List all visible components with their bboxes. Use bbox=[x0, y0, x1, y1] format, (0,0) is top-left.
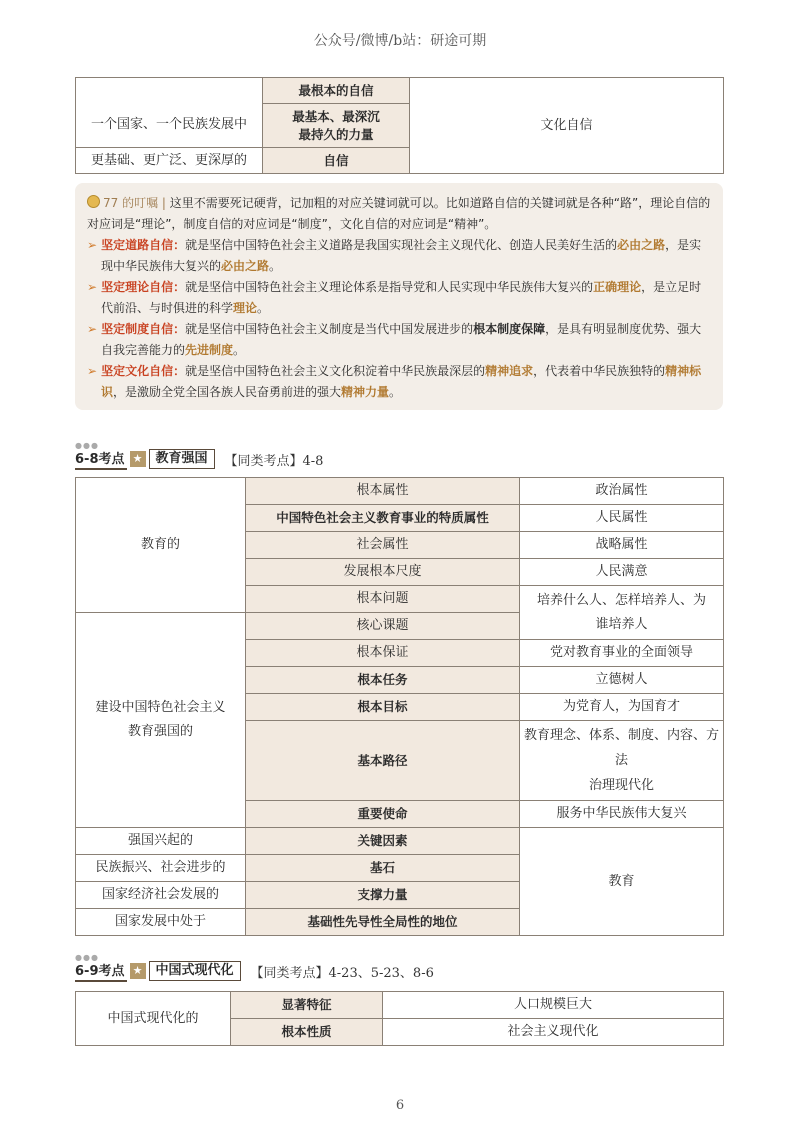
table2-right: 政治属性 bbox=[520, 478, 724, 505]
reminder-note bbox=[75, 183, 723, 410]
note-item: ➢ 坚定文化自信：就是坚信中国特色社会主义文化积淀着中华民族最深层的精神追求，代表着中华民族独特的精神标识，是激励全党全国各族人民奋勇前进的强大精神力量。 bbox=[87, 364, 702, 399]
table2-mid: 基本路径 bbox=[246, 721, 520, 801]
star-icon: ★ bbox=[130, 963, 146, 979]
note-tag: 77 的叮嘱 bbox=[103, 196, 159, 210]
table2-left: 强国兴起的 bbox=[76, 828, 246, 855]
arrow-bullet-icon: ➢ bbox=[87, 322, 98, 336]
arrow-bullet-icon: ➢ bbox=[87, 238, 98, 252]
note-item: ➢ 坚定道路自信：就是坚信中国特色社会主义道路是我国实现社会主义现代化、创造人民美好生活的必由之路，是实现中华民族伟大复兴的必由之路。 bbox=[87, 238, 702, 273]
related-points: 【同类考点】4-23、5-23、8-6 bbox=[250, 965, 434, 981]
related-points: 【同类考点】4-8 bbox=[224, 453, 324, 469]
lightbulb-icon bbox=[87, 195, 100, 208]
table1-right: 文化自信 bbox=[410, 78, 724, 174]
table3-right: 社会主义现代化 bbox=[383, 1019, 724, 1046]
table2-right: 教育 bbox=[520, 828, 724, 936]
table3-left: 中国式现代化的 bbox=[76, 992, 231, 1046]
note-item: ➢ 坚定理论自信：就是坚信中国特色社会主义理论体系是指导党和人民实现中华民族伟大复兴的正确理论，是立足时代前沿、与时俱进的科学理论。 bbox=[87, 280, 702, 315]
table2-mid: 根本目标 bbox=[246, 694, 520, 721]
table2-right: 教育理念、体系、制度、内容、方法 治理现代化 bbox=[520, 721, 724, 801]
table2-right: 立德树人 bbox=[520, 667, 724, 694]
section-header-6-9 bbox=[75, 953, 434, 981]
section-number: 6-8考点 bbox=[75, 448, 127, 470]
table2-right: 党对教育事业的全面领导 bbox=[520, 640, 724, 667]
page-header: 公众号/微博/b站：研途可期 bbox=[313, 33, 487, 49]
table2-mid: 关键因素 bbox=[246, 828, 520, 855]
arrow-bullet-icon: ➢ bbox=[87, 364, 98, 378]
table2-mid: 发展根本尺度 bbox=[246, 559, 520, 586]
table2-mid: 重要使命 bbox=[246, 801, 520, 828]
note-intro: 77 的叮嘱 | 这里不需要死记硬背，记加粗的对应关键词就可以。比如道路自信的关键词就是各种“路”，理论自信的对应词是“理论”，制度自信的对应词是“制度”，文化自信的对应词是“精神”。 bbox=[87, 196, 711, 231]
table2-mid: 支撑力量 bbox=[246, 882, 520, 909]
table1-mid: 最基本、最深沉 最持久的力量 bbox=[263, 104, 410, 148]
table2-mid: 根本问题 bbox=[246, 586, 520, 613]
table1-empty-cell bbox=[76, 78, 263, 104]
table2-right: 战略属性 bbox=[520, 532, 724, 559]
table1-mid: 自信 bbox=[263, 148, 410, 174]
table3-mid: 显著特征 bbox=[231, 992, 383, 1019]
table2-mid: 基础性先导性全局性的地位 bbox=[246, 909, 520, 936]
section-number: 6-9考点 bbox=[75, 960, 127, 982]
note-intro-text: 这里不需要死记硬背，记加粗的对应关键词就可以。比如道路自信的关键词就是各种“路”，理论自信的对应词是“理论”，制度自信的对应词是“制度”，文化自信的对应词是“精神”。 bbox=[87, 196, 711, 231]
table2-mid: 根本任务 bbox=[246, 667, 520, 694]
table2-right: 人民属性 bbox=[520, 505, 724, 532]
section-header-6-8 bbox=[75, 441, 324, 469]
table2-right: 培养什么人、怎样培养人、为 谁培养人 bbox=[520, 586, 724, 640]
table2-mid: 根本属性 bbox=[246, 478, 520, 505]
section-title: 中国式现代化 bbox=[149, 961, 241, 981]
note-item: ➢ 坚定制度自信：就是坚信中国特色社会主义制度是当代中国发展进步的根本制度保障，是具有明显制度优势、强大自我完善能力的先进制度。 bbox=[87, 322, 702, 357]
chinese-modernization-table bbox=[75, 991, 724, 1046]
table2-mid: 社会属性 bbox=[246, 532, 520, 559]
table1-left: 更基础、更广泛、更深厚的 bbox=[76, 148, 263, 174]
arrow-bullet-icon: ➢ bbox=[87, 280, 98, 294]
education-power-table bbox=[75, 477, 724, 936]
table1-left: 一个国家、一个民族发展中 bbox=[76, 104, 263, 148]
table2-left: 民族振兴、社会进步的 bbox=[76, 855, 246, 882]
decorative-dots: ●●● bbox=[75, 953, 99, 962]
table2-left: 国家发展中处于 bbox=[76, 909, 246, 936]
table2-mid: 基石 bbox=[246, 855, 520, 882]
star-icon: ★ bbox=[130, 451, 146, 467]
table2-right: 人民满意 bbox=[520, 559, 724, 586]
page-number: 6 bbox=[395, 1098, 405, 1113]
table2-right: 服务中华民族伟大复兴 bbox=[520, 801, 724, 828]
group-label: 教育的 bbox=[76, 478, 246, 613]
decorative-dots: ●●● bbox=[75, 441, 99, 450]
table3-right: 人口规模巨大 bbox=[383, 992, 724, 1019]
table2-mid: 核心课题 bbox=[246, 613, 520, 640]
table2-mid: 中国特色社会主义教育事业的特质属性 bbox=[246, 505, 520, 532]
section-title: 教育强国 bbox=[149, 449, 215, 469]
table3-mid: 根本性质 bbox=[231, 1019, 383, 1046]
group-label: 建设中国特色社会主义 教育强国的 bbox=[76, 613, 246, 828]
table1-mid: 最根本的自信 bbox=[263, 78, 410, 104]
table2-mid: 根本保证 bbox=[246, 640, 520, 667]
table2-left: 国家经济社会发展的 bbox=[76, 882, 246, 909]
culture-confidence-table bbox=[75, 77, 724, 174]
table2-right: 为党育人，为国育才 bbox=[520, 694, 724, 721]
